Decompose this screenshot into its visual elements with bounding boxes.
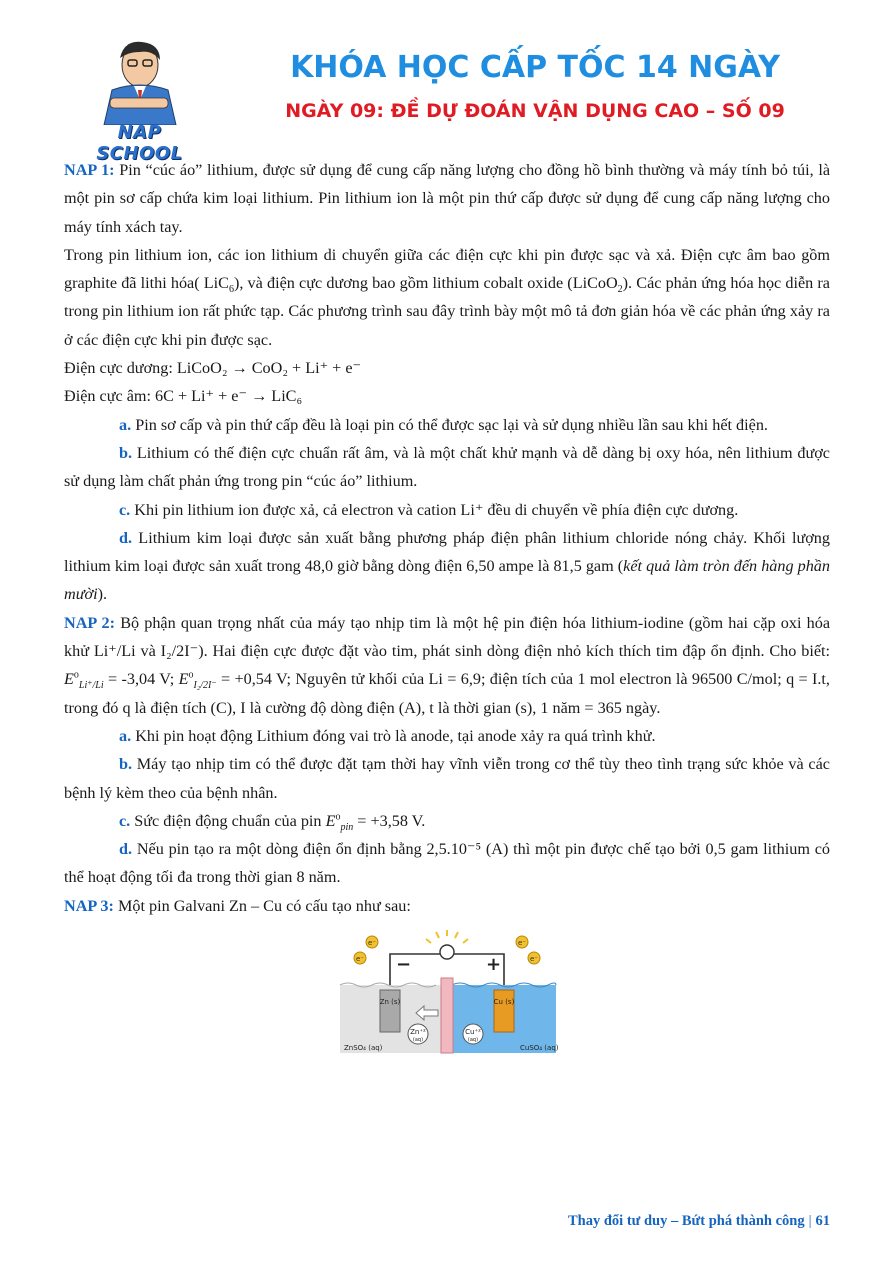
svg-text:Zn (s): Zn (s) — [379, 998, 401, 1007]
page-number: 61 — [815, 1213, 830, 1229]
svg-text:Cu (s): Cu (s) — [493, 998, 515, 1007]
cu-electrode — [494, 990, 514, 1032]
zn-electrode — [380, 990, 400, 1032]
teacher-mascot-icon — [72, 40, 207, 125]
svg-text:e⁻: e⁻ — [529, 955, 539, 964]
q1-statement-a: a. Pin sơ cấp và pin thứ cấp đều là loại pin có thể được sạc lại và sử dụng nhiều lần sau khi hết điện. — [119, 415, 768, 434]
plus-sign: + — [486, 954, 502, 976]
q2-statement-b: b. Máy tạo nhịp tim có thể được đặt tạm thời hay vĩnh viễn trong cơ thể tùy theo tình trạng sức khỏe và các bệnh lý kèm theo của bệnh nhân. — [64, 755, 830, 802]
bulb-icon — [440, 945, 454, 959]
q2-intro: NAP 2: Bộ phận quan trọng nhất của máy tạo nhịp tim là một hệ pin điện hóa lithium-iodine (gồm hai cặp oxi hóa khử Li⁺/Li và I₂/2I⁻). Hai điện cực được đặt vào tim, phát sinh dòng điện nhỏ kích thích tim đập ổn định. Cho biết: $E^o_{Li^+/Li} = -3,04$ V; $E^o_{I_2/2I^-} = +0,54$ V; Nguyên tử khối của Li = 6,9; điện tích của 1 mol electron là 96500 C/mol; q = I.t, trong đó q là điện tích (C), I là cường độ dòng điện (A), t là thời gian (s), 1 năm = 365 ngày. — [64, 613, 831, 717]
q1-equation-positive: Điện cực dương: LiCoO₂ → CoO₂ + Li⁺ + e⁻ — [64, 359, 362, 378]
footer-slogan: Thay đổi tư duy – Bứt phá thành công — [568, 1213, 805, 1229]
minus-sign: − — [396, 954, 412, 976]
zn-cu-cell-diagram — [332, 930, 562, 1055]
q1-statement-d: d. Lithium kim loại được sản xuất bằng phương pháp điện phân lithium chloride nóng chảy. Khối lượng lithium kim loại được sản xuất trong 48,0 giờ bằng dòng điện 6,50 ampe là 81,5 gam (kết quả làm tròn đến hàng phần mười). — [64, 528, 830, 604]
svg-text:(aq): (aq) — [412, 1037, 424, 1044]
q2-label: NAP 2: — [64, 613, 116, 632]
q1-intro: NAP 1: Pin “cúc áo” lithium, được sử dụng để cung cấp năng lượng cho đồng hồ bình thường và máy tính bỏ túi, là một pin sơ cấp chứa kim loại lithium. Pin lithium ion là một pin thứ cấp được sử dụng để cung cấp năng lượng cho máy tính xách tay. — [64, 161, 831, 236]
page-title: KHÓA HỌC CẤP TỐC 14 NGÀY — [290, 50, 780, 85]
bulb-rays-icon — [426, 930, 468, 943]
page-footer — [470, 1213, 830, 1230]
q1-equation-negative: Điện cực âm: 6C + Li⁺ + e⁻ → LiC₆ — [64, 387, 303, 406]
q1-statement-b: b. Lithium có thế điện cực chuẩn rất âm, và là một chất khử mạnh và dễ dàng bị oxy hóa, nên lithium được sử dụng làm chất phản ứng trong pin “cúc áo” lithium. — [64, 443, 830, 491]
document-body — [64, 156, 830, 1064]
svg-text:e⁻: e⁻ — [517, 939, 527, 948]
q2-statement-d: d. Nếu pin tạo ra một dòng điện ổn định bằng 2,5.10⁻⁵ (A) thì một pin được chế tạo bởi 0,5 gam lithium có thể hoạt động tối đa trong thời gian 8 năm. — [64, 840, 830, 887]
galvanic-cell-figure — [64, 930, 830, 1064]
svg-text:e⁻: e⁻ — [355, 955, 365, 964]
svg-text:e⁻: e⁻ — [367, 939, 377, 948]
cu-solution-label: CuSO₄ (aq) — [520, 1044, 559, 1053]
svg-text:(aq): (aq) — [467, 1037, 479, 1044]
svg-text:Cu⁺²: Cu⁺² — [465, 1028, 481, 1037]
nap-school-logo — [72, 40, 207, 164]
q3-intro: NAP 3: Một pin Galvani Zn – Cu có cấu tạo như sau: — [64, 896, 411, 915]
logo-text: NAP SCHOOL — [96, 122, 183, 164]
q1-statement-c: c. Khi pin lithium ion được xả, cả electron và cation Li⁺ đều di chuyển về phía điện cực dương. — [119, 500, 739, 519]
zn-solution-label: ZnSO₄ (aq) — [344, 1044, 383, 1053]
q2-statement-a: a. Khi pin hoạt động Lithium đóng vai trò là anode, tại anode xảy ra quá trình khử. — [119, 726, 656, 745]
salt-bridge — [441, 978, 453, 1053]
q3-label: NAP 3: — [64, 896, 114, 915]
q2-statement-c: c. Sức điện động chuẩn của pin $E^o_{pin} = +3,58$ V. — [119, 811, 426, 834]
footer-separator: | — [808, 1213, 812, 1229]
svg-text:Zn⁺²: Zn⁺² — [410, 1028, 426, 1037]
page-header — [0, 0, 892, 164]
q1-label: NAP 1: — [64, 161, 115, 179]
q1-paragraph-2: Trong pin lithium ion, các ion lithium di chuyển giữa các điện cực khi pin được sạc và xả. Điện cực âm bao gồm graphite đã lithi hóa( LiC$_6$), và điện cực dương bao gồm lithium cobalt oxide (LiCoO$_2$). Các phản ứng hóa học diễn ra trong pin lithium ion rất phức tạp. Các phương trình sau đây trình bày một mô tả đơn giản hóa về các phản ứng xảy ra ở các điện cực khi pin được sạc. — [64, 245, 830, 349]
page-subtitle: NGÀY 09: ĐỀ DỰ ĐOÁN VẬN DỤNG CAO – SỐ 09 — [285, 100, 785, 122]
